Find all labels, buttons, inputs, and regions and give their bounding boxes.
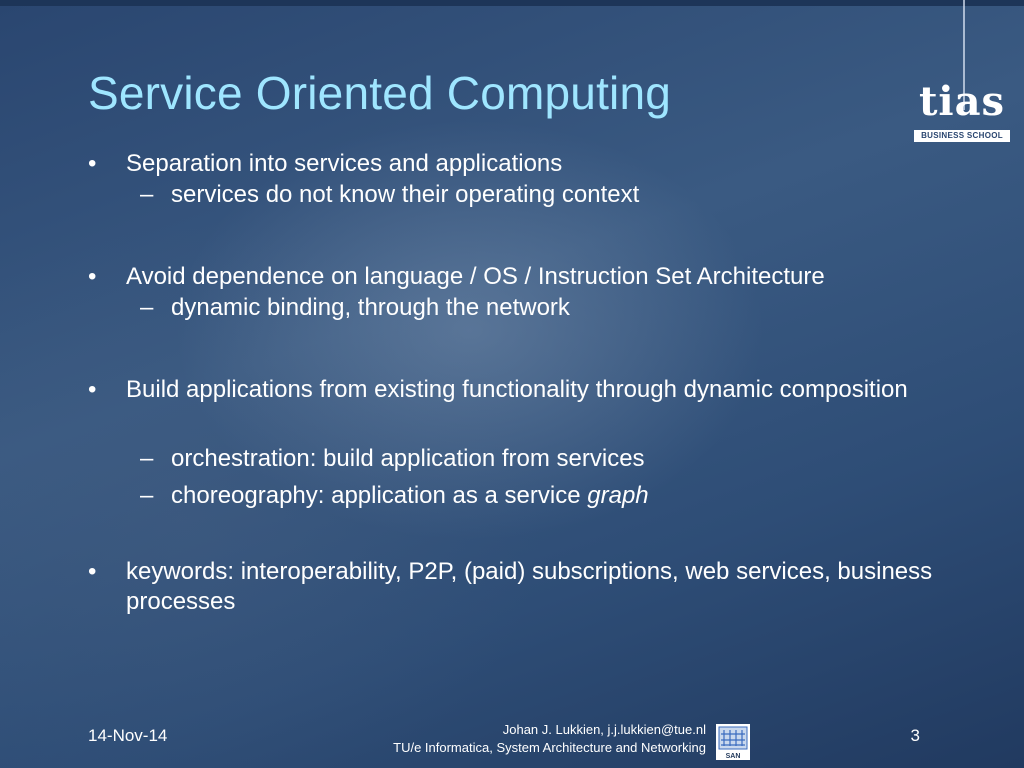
san-logo-label: SAN xyxy=(725,753,741,760)
dash-icon: – xyxy=(140,181,154,208)
bullet-dot-icon: • xyxy=(88,150,97,177)
top-border xyxy=(0,0,1024,6)
bullet-item xyxy=(88,262,988,292)
bullet-dot-icon: • xyxy=(88,376,97,403)
bullet-item xyxy=(88,149,988,179)
bullet-item xyxy=(88,375,908,405)
logo-word: tias xyxy=(918,78,1006,125)
bullet-text: Avoid dependence on language / OS / Instruction Set Architecture xyxy=(126,263,825,290)
sub-bullet-item xyxy=(140,293,980,323)
footer-author-line1: Johan J. Lukkien, j.j.lukkien@tue.nl xyxy=(502,722,706,737)
dash-icon: – xyxy=(140,445,154,472)
sub-bullet-item xyxy=(140,444,980,474)
sub-bullet-text xyxy=(140,481,980,511)
bullet-text: Build applications from existing functionality through dynamic composition xyxy=(126,376,908,403)
tias-logo xyxy=(914,80,1010,148)
sub-bullet-item xyxy=(140,481,980,511)
sub-bullet-emphasis: graph xyxy=(587,482,649,509)
sub-bullet-text-main: choreography: application as a service xyxy=(171,482,581,509)
sub-bullet-text: services do not know their operating context xyxy=(171,181,640,208)
dash-icon: – xyxy=(140,294,154,321)
bullet-item xyxy=(88,557,988,617)
footer-author xyxy=(300,721,706,757)
bullet-text: Separation into services and applications xyxy=(126,150,563,177)
bullet-text: keywords: interoperability, P2P, (paid) subscriptions, web services, business processes xyxy=(126,558,933,615)
bullet-dot-icon: • xyxy=(88,263,97,290)
footer-author-line2: TU/e Informatica, System Architecture and Networking xyxy=(393,740,706,755)
sub-bullet-text: dynamic binding, through the network xyxy=(171,294,570,321)
page-number: 3 xyxy=(910,726,920,745)
san-network-logo-icon xyxy=(716,724,750,760)
slide-title: Service Oriented Computing xyxy=(88,67,672,119)
bullet-dot-icon: • xyxy=(88,558,97,585)
dash-icon: – xyxy=(140,482,154,509)
san-logo-graphic xyxy=(716,724,750,760)
logo-tagline: BUSINESS SCHOOL xyxy=(914,130,1010,142)
footer-date: 14-Nov-14 xyxy=(88,726,168,745)
sub-bullet-item xyxy=(140,180,980,210)
sub-bullet-text: orchestration: build application from services xyxy=(171,445,645,472)
